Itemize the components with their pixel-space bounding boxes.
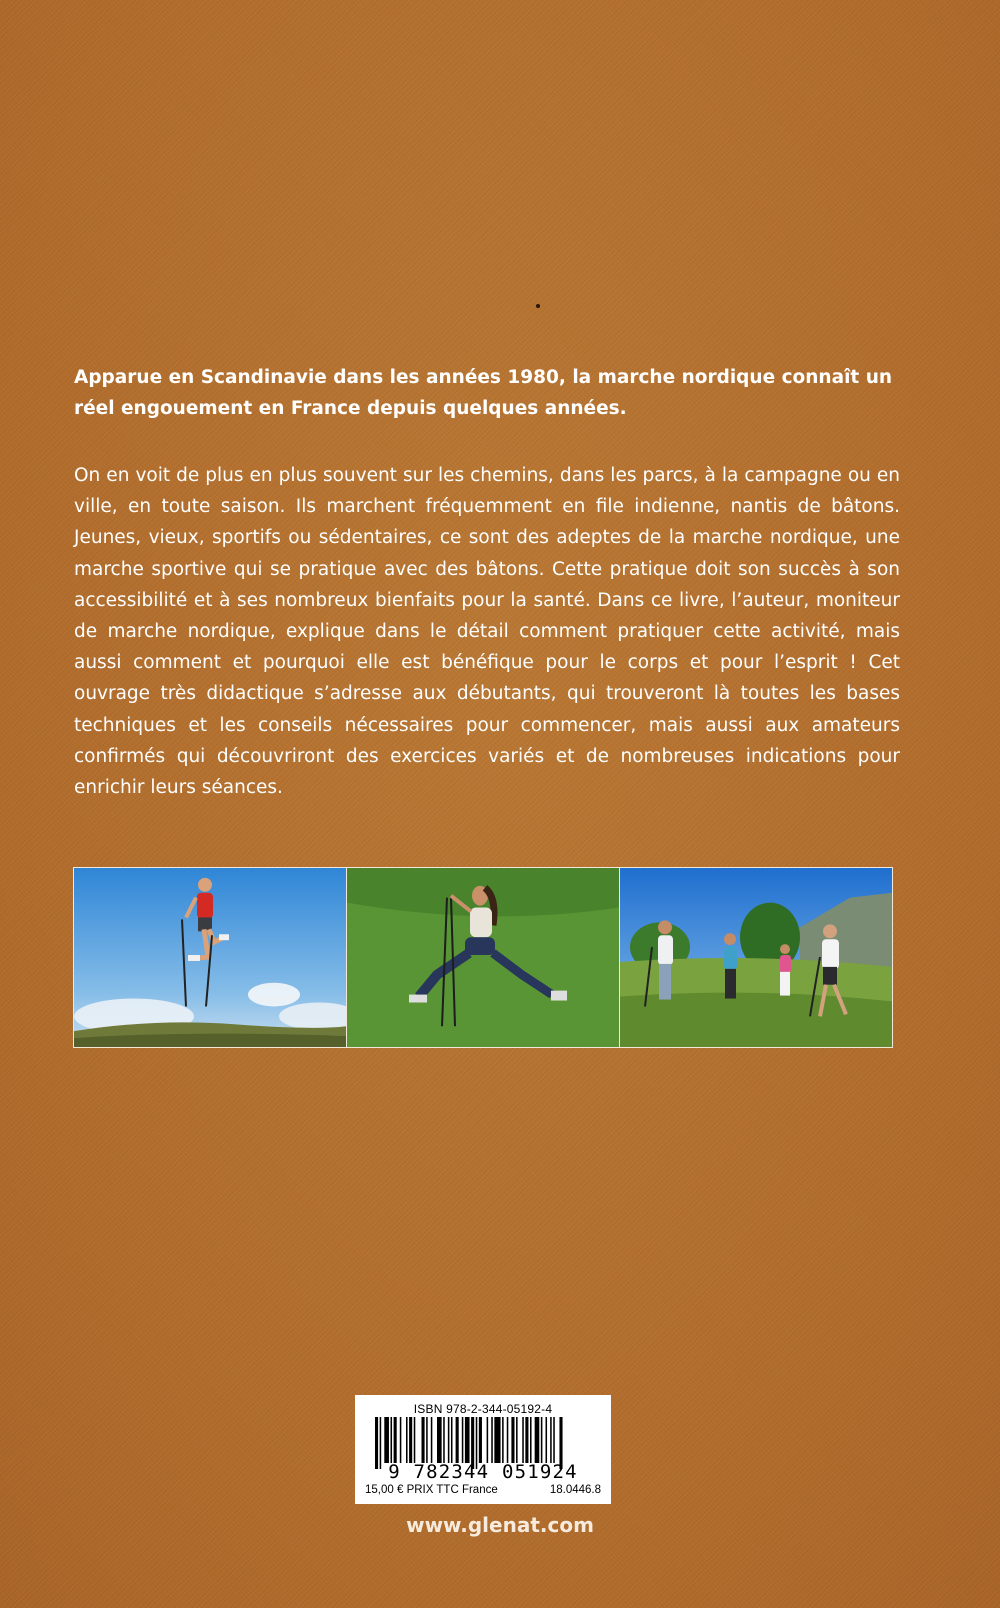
- print-speck: [536, 304, 540, 308]
- product-code: 18.0446.8: [549, 1484, 601, 1496]
- intro-paragraph: Apparue en Scandinavie dans les années 1980, la marche nordique connaît un réel engouement en France depuis quelques années.: [74, 367, 893, 419]
- barcode-digits: 9 782344 051924: [388, 1461, 578, 1483]
- price-text: 15,00 € PRIX TTC France: [365, 1484, 498, 1496]
- photo-woman-lunge: [346, 868, 619, 1047]
- barcode-label: [355, 1395, 611, 1504]
- publisher-website: www.glenat.com: [406, 1513, 594, 1537]
- isbn-text: ISBN 978-2-344-05192-4: [413, 1402, 553, 1416]
- photo-group-walking: [619, 868, 892, 1047]
- photo-strip: [73, 867, 893, 1048]
- photo-man-stretching: [74, 868, 346, 1047]
- price-row: [365, 1484, 601, 1496]
- description-paragraph: On en voit de plus en plus souvent sur les chemins, dans les parcs, à la campagne ou en ville, en toute saison. Ils marchent fréquemment en file indienne, nantis de bâtons. Jeunes, vieux, sportifs ou sédentaires, ce sont des adeptes de la marche nordique, une marche sportive qui se pratique avec des bâtons. Cette pratique doit son succès à son accessibilité et à ses nombreux bienfaits pour la santé. Dans ce livre, l’auteur, moniteur de marche nordique, explique dans le détail comment pratiquer cette activité, mais aussi comment et pourquoi elle est bénéfique pour le corps et pour l’esprit ! Cet ouvrage très didactique s’adresse aux débutants, qui trouveront là toutes les bases techniques et les conseils nécessaires pour commencer, mais aussi aux amateurs confirmés qui découvriront des exercices variés et de nombreuses indications pour enrichir leurs séances.: [74, 465, 900, 799]
